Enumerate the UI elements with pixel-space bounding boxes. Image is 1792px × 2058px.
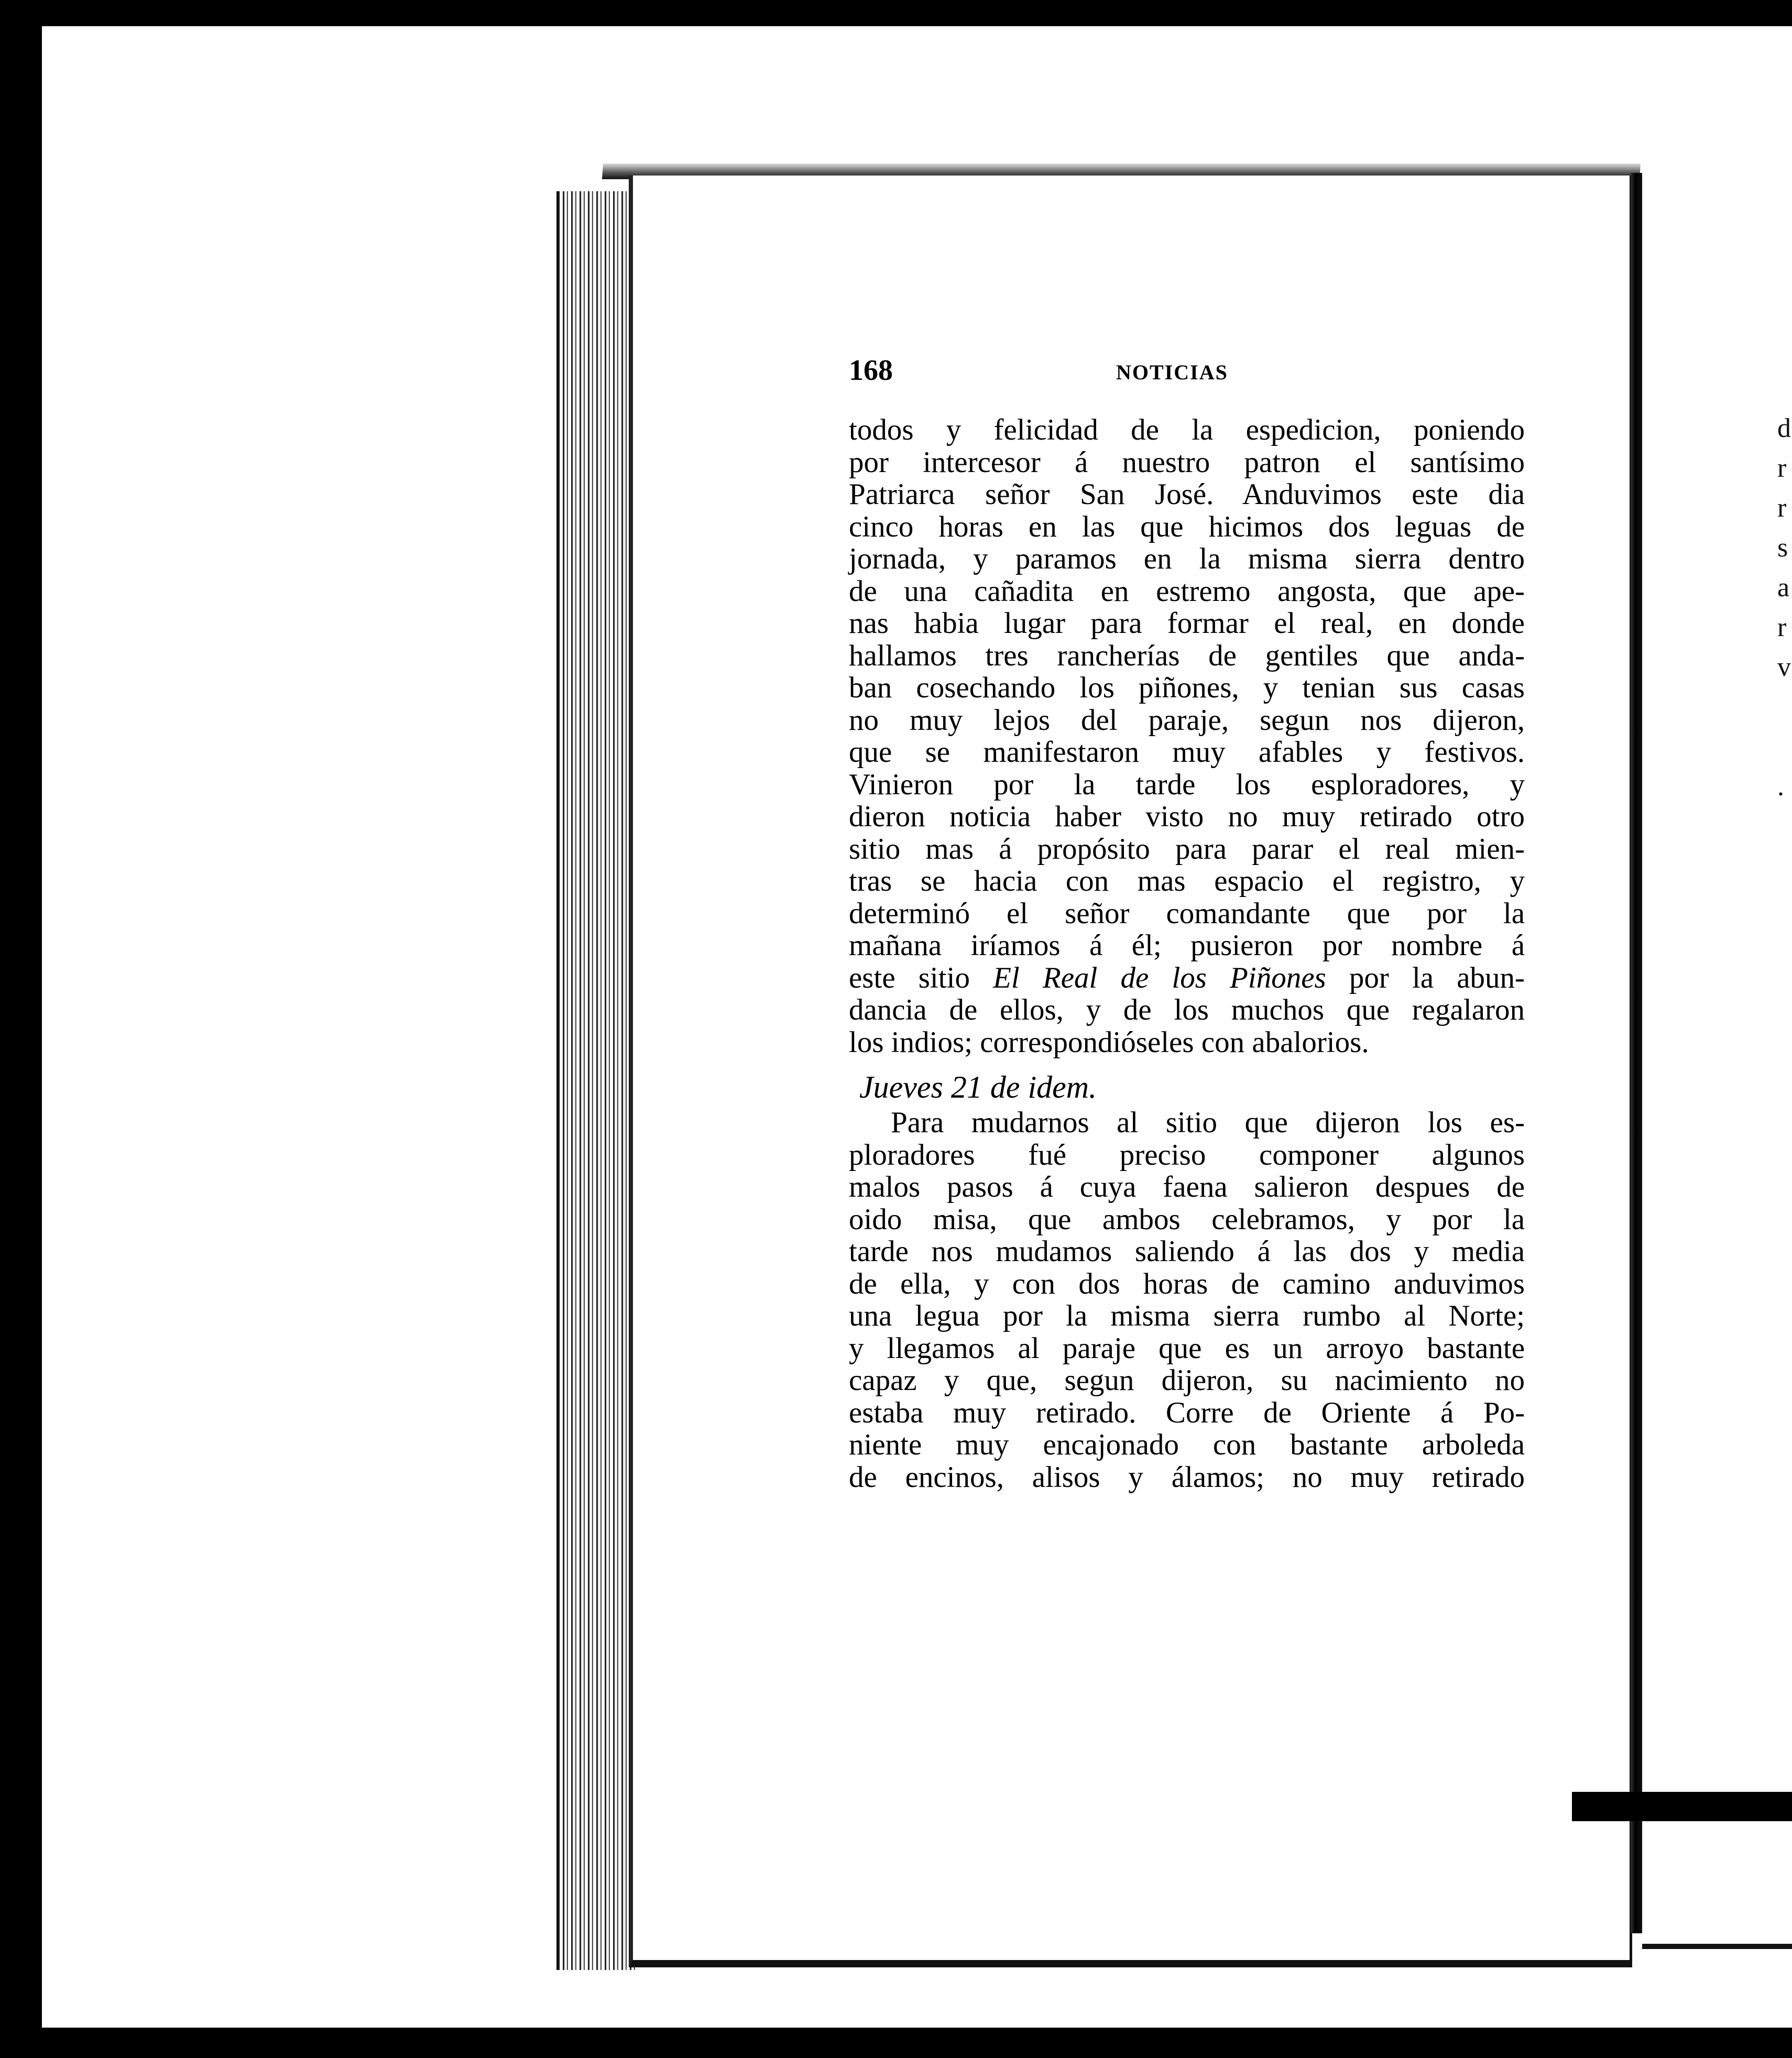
text-line: hallamos tres rancherías de gentiles que anda- bbox=[849, 639, 1525, 672]
facing-fragment: r bbox=[1777, 453, 1787, 483]
text-line: niente muy encajonado con bastante arboleda bbox=[849, 1428, 1525, 1461]
scan-left-border bbox=[0, 0, 42, 2058]
body-text bbox=[849, 414, 1525, 1493]
text-line: Para mudarnos al sitio que dijeron los es- bbox=[891, 1106, 1525, 1139]
facing-page-text-fragments bbox=[1777, 409, 1792, 807]
text-line: Patriarca señor San José. Anduvimos este dia bbox=[849, 478, 1525, 511]
facing-page-shadow bbox=[1572, 1792, 1792, 1821]
text-line: Vinieron por la tarde los esploradores, y bbox=[849, 768, 1525, 801]
facing-fragment: r bbox=[1777, 493, 1787, 523]
text-line: nas habia lugar para formar el real, en donde bbox=[849, 607, 1525, 640]
text-line: oido misa, que ambos celebramos, y por la bbox=[849, 1202, 1525, 1236]
text-line: mañana iríamos á él; pusieron por nombre á bbox=[849, 929, 1525, 962]
text-line: determinó el señor comandante que por la bbox=[849, 896, 1525, 930]
text-line: ban cosechando los piñones, y tenian sus casas bbox=[849, 671, 1525, 704]
text-line: y llegamos al paraje que es un arroyo bastante bbox=[849, 1331, 1525, 1365]
text-line: malos pasos á cuya faena salieron despues de bbox=[849, 1170, 1525, 1203]
text-line: estaba muy retirado. Corre de Oriente á Po- bbox=[849, 1396, 1525, 1429]
text-line: una legua por la misma sierra rumbo al Norte; bbox=[849, 1299, 1525, 1332]
text-line-with-place-name bbox=[849, 962, 1525, 994]
facing-fragment: v bbox=[1777, 652, 1791, 682]
text-line: de ella, y con dos horas de camino anduvimos bbox=[849, 1267, 1525, 1300]
text-line: que se manifestaron muy afables y festivos. bbox=[849, 736, 1525, 769]
text-line: tarde nos mudamos saliendo á las dos y media bbox=[849, 1235, 1525, 1268]
text-line: jornada, y paramos en la misma sierra dentro bbox=[849, 542, 1525, 575]
text-line: capaz y que, segun dijeron, su nacimiento no bbox=[849, 1364, 1525, 1397]
text-before-place-name: este sitio bbox=[849, 961, 993, 994]
facing-fragment: s bbox=[1777, 533, 1788, 563]
text-line: los indios; correspondióseles con abalorios. bbox=[849, 1025, 1369, 1059]
text-line: por intercesor á nuestro patron el santísimo bbox=[849, 445, 1525, 479]
text-line: ploradores fué preciso componer algunos bbox=[849, 1138, 1525, 1172]
text-line: de encinos, alisos y álamos; no muy retirado bbox=[849, 1460, 1525, 1494]
facing-fragment: d bbox=[1777, 413, 1791, 443]
book-gutter bbox=[1631, 173, 1642, 1933]
section-heading: Jueves 21 de idem. bbox=[859, 1070, 1097, 1104]
facing-fragment: a bbox=[1777, 573, 1790, 603]
text-line: no muy lejos del paraje, segun nos dijeron, bbox=[849, 703, 1525, 737]
page-number: 168 bbox=[849, 354, 893, 387]
book-page-edges bbox=[556, 191, 638, 1970]
text-line: sitio mas á propósito para parar el real mien- bbox=[849, 832, 1525, 866]
text-after-place-name: por la abun- bbox=[1326, 961, 1525, 994]
text-line: dancia de ellos, y de los muchos que regalaron bbox=[849, 993, 1525, 1026]
text-line: dieron noticia haber visto no muy retirado otro bbox=[849, 800, 1525, 833]
place-name: El Real de los Piñones bbox=[993, 961, 1326, 994]
scan-top-border bbox=[0, 0, 1792, 26]
page-header bbox=[849, 354, 1530, 390]
text-line: todos y felicidad de la espedicion, poniendo bbox=[849, 413, 1525, 446]
text-line: tras se hacia con mas espacio el registro, y bbox=[849, 864, 1525, 897]
facing-fragment: . bbox=[1777, 772, 1784, 802]
facing-fragment: r bbox=[1777, 612, 1787, 642]
facing-fragment bbox=[1777, 727, 1792, 767]
text-line: cinco horas en las que hicimos dos leguas de bbox=[849, 510, 1525, 543]
scan-bottom-border bbox=[0, 2028, 1792, 2058]
facing-page bbox=[1642, 173, 1792, 1949]
text-line: de una cañadita en estremo angosta, que ape- bbox=[849, 574, 1525, 608]
facing-fragment bbox=[1777, 687, 1792, 727]
running-head: NOTICIAS bbox=[1116, 360, 1228, 384]
